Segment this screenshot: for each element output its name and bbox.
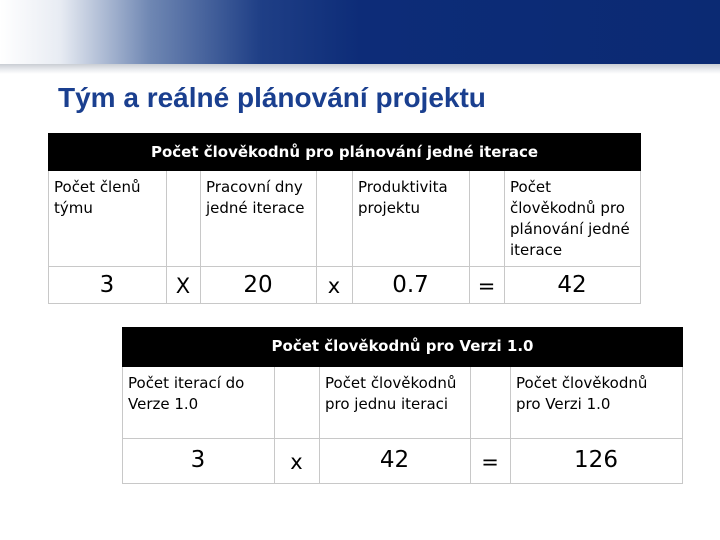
productivity-value: 0.7 bbox=[392, 272, 429, 298]
table2-header: Počet člověkodnů pro Verzi 1.0 bbox=[122, 327, 683, 367]
team-size-label: Počet členů týmu bbox=[54, 178, 141, 217]
iterations-label: Počet iterací do Verze 1.0 bbox=[128, 374, 245, 413]
iteration-days-label: Pracovní dny jedné iterace bbox=[206, 178, 305, 217]
productivity-label: Produktivita projektu bbox=[358, 178, 448, 217]
team-size-value: 3 bbox=[99, 272, 115, 298]
table2-gridline bbox=[122, 438, 683, 439]
multiply-operator: x bbox=[327, 274, 341, 298]
slide-title: Tým a reálné plánování projektu bbox=[58, 82, 486, 113]
version-mandays-value: 126 bbox=[574, 447, 618, 473]
banner-divider bbox=[0, 64, 720, 74]
table2-gridline bbox=[682, 367, 683, 484]
iterations-value: 3 bbox=[190, 447, 206, 473]
multiply-operator: x bbox=[290, 450, 303, 474]
version-mandays-label: Počet člověkodnů pro Verzi 1.0 bbox=[516, 374, 648, 413]
equals-operator: = bbox=[481, 450, 499, 474]
equals-operator: = bbox=[477, 274, 496, 298]
table1-gridline bbox=[640, 171, 641, 304]
table1-gridline bbox=[48, 266, 641, 267]
table2-gridline bbox=[122, 483, 683, 484]
multiply-operator: X bbox=[175, 274, 191, 298]
iteration-mandays-value: 42 bbox=[557, 272, 587, 298]
mandays-per-iteration-label: Počet člověkodnů pro jednu iteraci bbox=[325, 374, 457, 413]
table1-gridline bbox=[48, 303, 641, 304]
mandays-per-iteration-value: 42 bbox=[379, 447, 410, 473]
iteration-mandays-label: Počet člověkodnů pro plánování jedné iterace bbox=[510, 178, 630, 259]
iteration-days-value: 20 bbox=[243, 272, 273, 298]
top-banner bbox=[0, 0, 720, 64]
table1-header: Počet člověkodnů pro plánování jedné iterace bbox=[48, 133, 641, 171]
